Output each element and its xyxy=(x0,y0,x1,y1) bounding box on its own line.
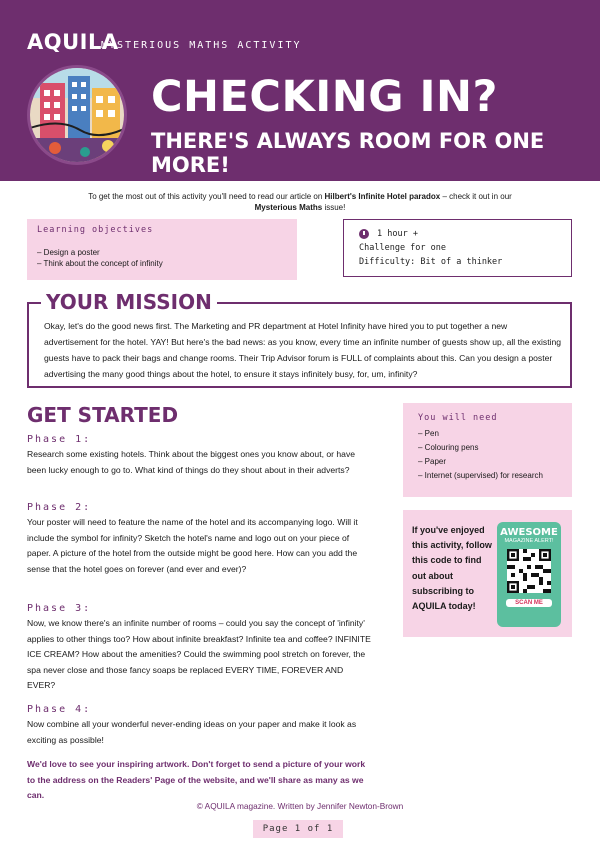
phase-1-text: Research some existing hotels. Think about the biggest ones you know about, or have been lucky enough to go to. What kind of things do they shout about in their adverts? xyxy=(27,449,356,475)
challenge-type: Challenge for one xyxy=(359,243,446,253)
credit-line: © AQUILA magazine. Written by Jennifer Newton-Brown xyxy=(196,801,404,811)
phase-3-heading: Phase 3: xyxy=(27,603,92,614)
you-will-need-heading: You will need xyxy=(418,413,498,423)
phase-4-text: Now combine all your wonderful never-ending ideas on your paper and make it look as exciting as possible! xyxy=(27,719,357,745)
list-item: – Paper xyxy=(418,457,447,466)
phase-3-text: Now, we know there's an infinite number of rooms – could you say the concept of 'infinity' applies to other things too? How about infinite breakfast? Infinite tea and coffee? INFINITE ICE CREAM? How about the amenities? Could the swimming pool stretch on forever, the spa never close and those fancy soaps be replaced EVERY TIME, FOREVER AND EVER? xyxy=(27,618,371,690)
hotel-illustration xyxy=(27,65,127,165)
learning-objectives-list xyxy=(37,247,287,269)
phase-4-heading: Phase 4: xyxy=(27,704,92,715)
page-title: CHECKING IN? xyxy=(151,72,498,122)
list-item: – Colouring pens xyxy=(418,443,479,452)
page-number: Page 1 of 1 xyxy=(253,820,343,838)
you-will-need-box xyxy=(403,403,572,497)
page-subtitle: THERE'S ALWAYS ROOM FOR ONE MORE! xyxy=(151,129,545,177)
phase-2-text: Your poster will need to feature the name of the hotel and its accompanying logo. Will it include the symbol for infinity? Sketch the hotel's name and logo out on your piece of paper. A picture of the hotel from the outside might be good here. How can you add the sense that the hotel goes on forever (and ever and ever)? xyxy=(27,517,358,574)
closing-text: We'd love to see your inspiring artwork. Don't forget to send a picture of your work to the address on the Readers' Page of the website, and we'll share as many as we can. xyxy=(27,759,366,800)
get-started-heading: GET STARTED xyxy=(27,403,179,427)
you-will-need-list xyxy=(418,427,557,483)
phase-1-heading: Phase 1: xyxy=(27,434,92,445)
brand-logo: AQUILA xyxy=(27,30,119,54)
learning-objectives-box xyxy=(27,219,297,280)
scan-me-label: SCAN ME xyxy=(506,599,552,607)
list-item: – Internet (supervised) for research xyxy=(418,471,543,480)
header-banner xyxy=(0,0,600,181)
qr-card-subtitle: MAGAZINE ALERT! xyxy=(504,538,554,544)
qr-card-title: AWESOME xyxy=(500,527,558,538)
promo-text: If you've enjoyed this activity, follow this code to find out about subscribing to AQUILA today! xyxy=(412,525,492,612)
phase-2-heading: Phase 2: xyxy=(27,502,92,513)
difficulty: Difficulty: Bit of a thinker xyxy=(359,257,503,267)
duration: 1 hour + xyxy=(377,229,418,239)
subscribe-promo-box xyxy=(403,510,572,637)
list-item: – Design a poster xyxy=(37,248,100,257)
article-link: Hilbert's Infinite Hotel paradox xyxy=(324,192,441,201)
list-item: – Pen xyxy=(418,429,439,438)
qr-code-icon[interactable] xyxy=(507,549,551,593)
intro-text: To get the most out of this activity you'll need to read our article on Hilbert's Infinite Hotel paradox – check it out in our Mysterious Maths issue! xyxy=(88,192,512,212)
section-name: Mysterious Maths xyxy=(254,203,323,212)
qr-card[interactable] xyxy=(497,522,561,627)
learning-objectives-heading: Learning objectives xyxy=(37,225,154,235)
mission-text: Okay, let's do the good news first. The Marketing and PR department at Hotel Infinity have hired you to put together a new advertisement for the hotel. YAY! But here's the bad news: as you know, every time an infinite number of guests show up, all the existing guests have to pack their bags and change rooms. Their Trip Advisor forum is FULL of complaints about this. Can you design a poster advertising the many good things about the hotel, to ensure it stays infinitely busy, for, um, infinity? xyxy=(44,321,562,379)
activity-info-box xyxy=(343,219,572,277)
brand-subtitle: MYSTERIOUS MATHS ACTIVITY xyxy=(101,40,302,51)
list-item: – Think about the concept of infinity xyxy=(37,259,163,268)
mission-heading: YOUR MISSION xyxy=(41,290,217,314)
clock-icon xyxy=(359,229,369,239)
